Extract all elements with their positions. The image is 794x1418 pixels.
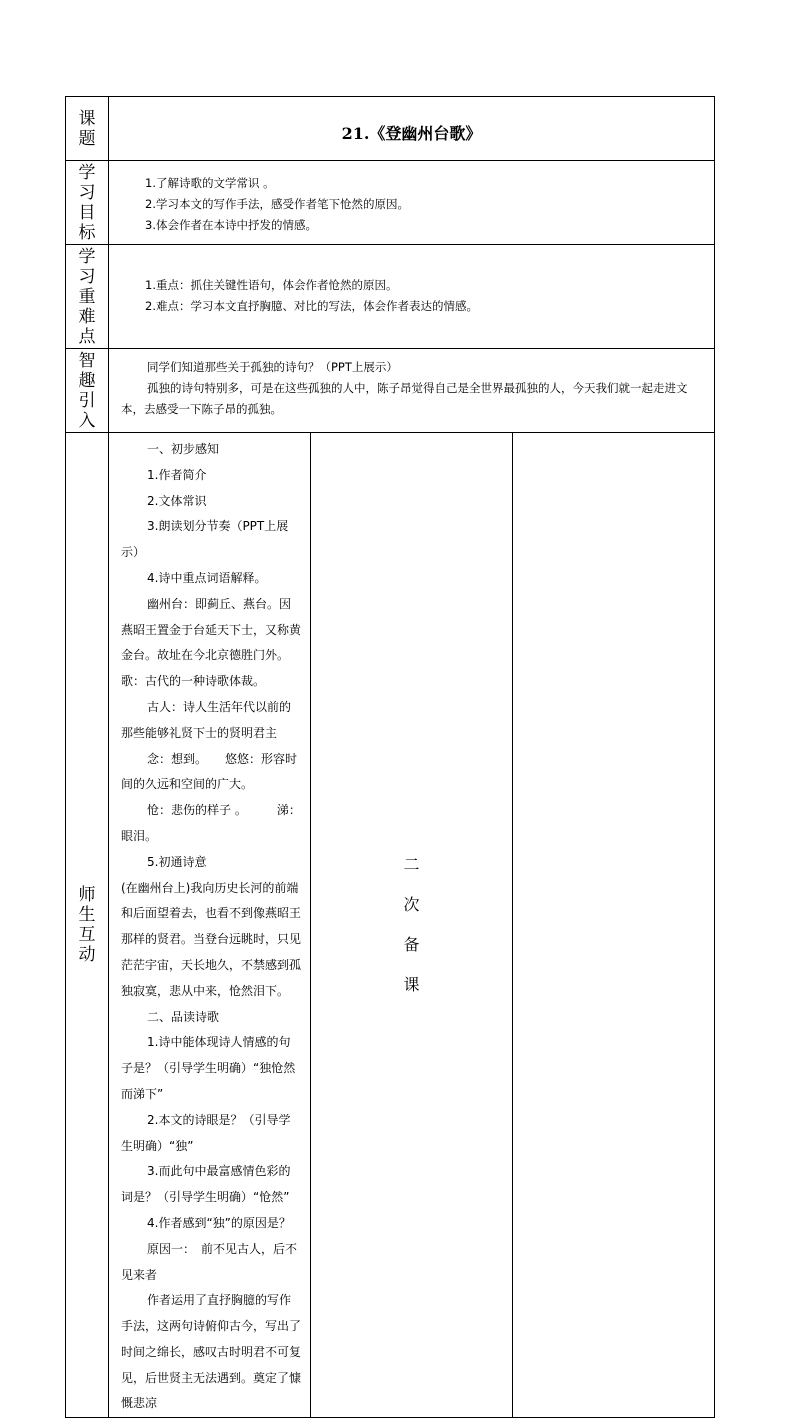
- row-topic: [66, 97, 715, 161]
- content-line: 幽州台：即蓟丘、燕台。因燕昭王置金于台延天下士，又称黄金台。故址在今北京德胜门外。 歌：古代的一种诗歌体裁。: [121, 596, 320, 689]
- goal-item: 3.体会作者在本诗中抒发的情感。: [145, 218, 317, 232]
- content-line: 1.作者简介: [147, 467, 207, 482]
- label-goals: 学 习 目 标: [66, 161, 109, 245]
- revision-notes-cell: [513, 433, 715, 1418]
- row-keypoints: [66, 245, 715, 349]
- content-line: 古人：诗人生活年代以前的那些能够礼贤下士的贤明君主: [121, 699, 292, 740]
- goal-item: 2.学习本文的写作手法，感受作者笔下怆然的原因。: [145, 197, 409, 211]
- content-line: 3.朗读划分节奏（PPT上展示）: [121, 519, 289, 560]
- content-line: 5.初通诗意: [147, 854, 207, 869]
- label-interaction: 师 生 互 动: [66, 433, 109, 1418]
- content-line: 4.诗中重点词语解释。: [147, 570, 267, 585]
- goals-list: [109, 161, 714, 236]
- interaction-content-cell: [109, 433, 320, 1418]
- content-line: 一、初步感知: [147, 442, 220, 456]
- content-line: 2.文体常识: [147, 493, 207, 508]
- row-intro: [66, 349, 715, 433]
- keypoints-cell: [109, 245, 715, 349]
- keypoint-item: 2.难点：学习本文直抒胸臆、对比的写法，体会作者表达的情感。: [145, 299, 478, 313]
- keypoints-list: [109, 245, 714, 317]
- goal-item: 1.了解诗歌的文学常识 。: [145, 176, 275, 190]
- content-line: 原因一： 前不见古人，后不见来者: [121, 1241, 298, 1282]
- goals-cell: [109, 161, 715, 245]
- content-line: (在幽州台上)我向历史长河的前端和后面望着去，也看不到像燕昭王那样的贤君。当登台远眺时，只见茫茫宇宙，天长地久，不禁感到孤独寂寞，悲从中来，怆然泪下。: [121, 880, 302, 998]
- label-keypoints: 学 习 重 难 点: [66, 245, 109, 349]
- intro-text: [109, 349, 714, 420]
- label-intro: 智 趣 引 入: [66, 349, 109, 433]
- label-topic: 课 题: [66, 97, 109, 161]
- lesson-plan-table: [65, 96, 715, 1418]
- content-line: 二、品读诗歌: [147, 1009, 220, 1024]
- content-line: 念：想到。 悠悠：形容时间的久远和空间的广大。: [121, 751, 298, 792]
- content-line: 1.诗中能体现诗人情感的句子是？（引导学生明确）“独怆然而涕下”: [121, 1035, 296, 1101]
- intro-paragraph: 同学们知道那些关于孤独的诗句？（PPT上展示）: [147, 360, 398, 374]
- keypoint-item: 1.重点：抓住关键性语句，体会作者怆然的原因。: [145, 278, 398, 292]
- interaction-text: [109, 433, 320, 1417]
- topic-title-cell: [109, 97, 715, 161]
- row-goals: [66, 161, 715, 245]
- side-label-cell: 二 次 备 课: [311, 433, 513, 1418]
- content-line: 2.本文的诗眼是？（引导学生明确）“独”: [121, 1112, 291, 1153]
- intro-cell: [109, 349, 715, 433]
- content-line: 怆：悲伤的样子 。 涕：眼泪。: [121, 803, 301, 843]
- content-line: 作者运用了直抒胸臆的写作手法，这两句诗俯仰古今，写出了时间之绵长，感叹古时明君不可复见，后世贤主无法遇到。奠定了慷慨悲凉: [121, 1293, 302, 1411]
- content-line: 4.作者感到“独”的原因是？: [147, 1215, 291, 1230]
- content-line: 3.而此句中最富感情色彩的词是？（引导学生明确）“怆然”: [121, 1164, 291, 1205]
- intro-paragraph: 孤独的诗句特别多，可是在这些孤独的人中，陈子昂觉得自己是全世界最孤独的人，今天我们就一起走进文本，去感受一下陈子昂的孤独。: [121, 381, 688, 416]
- lesson-title: 21.《登幽州台歌》: [341, 124, 482, 143]
- row-interaction: [66, 433, 715, 1418]
